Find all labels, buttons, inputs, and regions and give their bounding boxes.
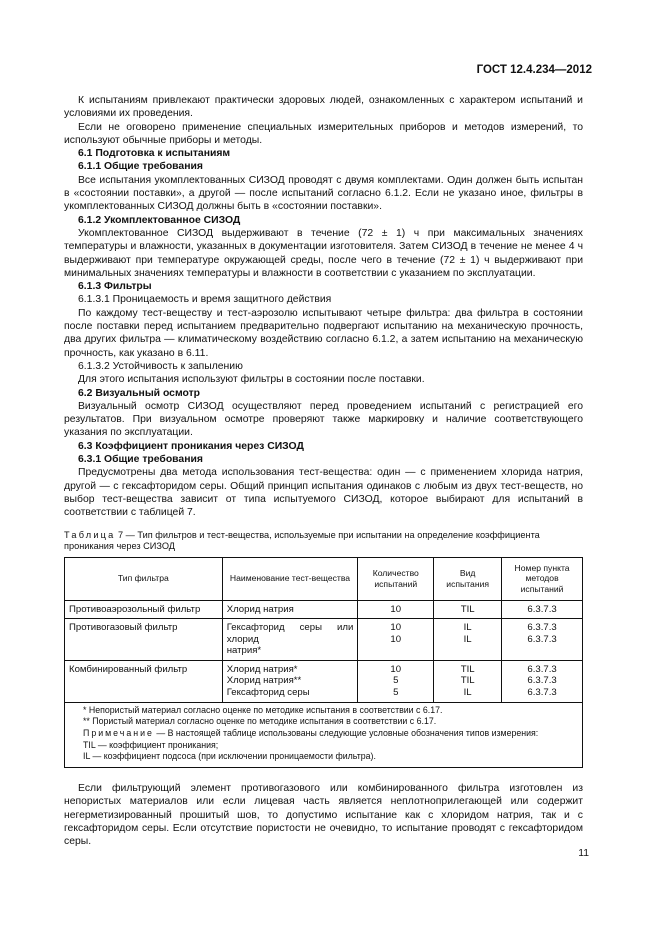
table-caption [64,530,583,553]
cell-substance [222,619,358,661]
cell-line: 6.3.7.3 [527,633,557,645]
cell-line: 6.3.7.3 [527,675,557,687]
cell-line: TIL [460,603,475,615]
cell-line: IL [463,622,472,634]
cell-kind [434,619,502,661]
footnote-2: ** Пористый материал согласно оценке по методике испытания в соответствии с 6.17. [83,716,437,727]
cell-kind [434,600,502,619]
standard-header: ГОСТ 12.4.234—2012 [476,64,592,76]
footnote-1: * Непористый материал согласно оценке по методике испытания в соответствии с 6.17. [83,704,443,715]
paragraph: Все испытания укомплектованных СИЗОД проводят с двумя комплектами. Один должен быть испытан в «состоянии поставки», а другой — после испытаний согласно 6.1.2. Если не указано иное, фильтры в укомплектованных СИЗОД должны быть в «состоянии поставки». [64,174,583,213]
cell-count [358,600,434,619]
cell-line: 10 [390,622,402,634]
table-row [65,660,583,702]
cell-kind [434,660,502,702]
cell-method [502,619,583,661]
section-heading-6-2: 6.2 Визуальный осмотр [78,387,201,399]
cell-count [358,619,434,661]
cell-line: 6.3.7.3 [527,687,557,699]
cell-method [502,660,583,702]
cell-line: 10 [390,603,402,615]
table-row [65,619,583,661]
table-note [83,728,572,740]
table-caption-label: Таблица [64,529,116,540]
cell-line: Гексафторид серы или хлорид [226,622,354,645]
cell-line: 10 [390,633,402,645]
paragraph: Для этого испытания используют фильтры в состоянии после поставки. [78,374,425,386]
header-count: Количество испытаний [358,557,434,600]
cell-line: натрия* [226,645,262,657]
section-heading-6-1-2: 6.1.2 Укомплектованное СИЗОД [78,214,241,226]
filter-types-table [64,557,583,769]
section-heading-6-1-3-1: 6.1.3.1 Проницаемость и время защитного действия [78,294,332,306]
document-body [64,94,583,849]
paragraph: К испытаниям привлекают практически здоровых людей, ознакомленных с характером испытаний и условиями их проведения. [64,95,583,120]
section-heading-6-1: 6.1 Подготовка к испытаниям [78,148,231,160]
note-til: TIL — коэффициент проникания; [83,739,219,750]
cell-substance [222,660,358,702]
note-il: IL — коэффициент подсоса (при исключении проницаемости фильтра). [83,751,376,762]
cell-line: IL [463,633,472,645]
section-heading-6-1-1: 6.1.1 Общие требования [78,161,203,173]
cell-line: 6.3.7.3 [527,603,557,615]
section-heading-6-1-3: 6.1.3 Фильтры [78,281,152,293]
cell-line: 10 [390,663,402,675]
cell-type: Противогазовый фильтр [65,619,223,661]
cell-line: TIL [460,675,475,687]
cell-line: Хлорид натрия* [226,663,298,675]
cell-substance [222,600,358,619]
cell-line: 6.3.7.3 [527,622,557,634]
cell-count [358,660,434,702]
cell-line: IL [463,687,472,699]
cell-method [502,600,583,619]
header-method: Номер пункта методов испытаний [502,557,583,600]
paragraph: Предусмотрены два метода использования тест-вещества: один — с применением хлорида натрия, другой — с гексафторидом серы. Общий принцип испытания одинаков с любым из двух тест-веществ, но выбор тест-вещества зависит от типа испытуемого СИЗОД, которое выбирают для испытаний в соответствии с таблицей 7. [64,467,583,519]
page-number: 11 [578,848,589,859]
note-text: — В настоящей таблице использованы следующие условные обозначения типов измерения: [156,728,539,739]
cell-type: Противоаэрозольный фильтр [65,600,223,619]
cell-line: 6.3.7.3 [527,663,557,675]
table-row [65,600,583,619]
note-label: Примечание [83,728,154,739]
paragraph: Визуальный осмотр СИЗОД осуществляют перед проведением испытаний с регистрацией его результатов. При визуальном осмотре проверяют также маркировку и наличие соответствующего указания по эксплуатации. [64,400,583,439]
paragraph: По каждому тест-веществу и тест-аэрозолю испытывают четыре фильтра: два фильтра в состоянии после поставки перед испытанием предварительно подвергают испытанию на механическую прочность, два других фильтра — климатическому воздействию согласно 6.1.2, а затем испытанию на механическую прочность, как указано в 6.11. [64,307,583,359]
header-substance: Наименование тест-вещества [222,557,358,600]
cell-line: TIL [460,663,475,675]
cell-line: 5 [393,687,399,699]
paragraph: Укомплектованное СИЗОД выдерживают в течение (72 ± 1) ч при максимальных значениях температуры и влажности, указанных в документации изготовителя. Затем СИЗОД в течение не менее 4 ч выдерживают при температуре окружающей среды, после чего в течение (72 ± 1) ч выдерживают при минимальных значениях температуры и влажности в соответствии с указанием по эксплуатации. [64,227,583,279]
cell-type: Комбинированный фильтр [65,660,223,702]
table-notes-row [65,702,583,768]
header-filter-type: Тип фильтра [65,557,223,600]
paragraph: Если фильтрующий элемент противогазового или комбинированного фильтра изготовлен из непористых материалов или если лицевая часть является неплотноприлегающей или содержит негерметизированный прошитый шов, то допустимо испытание как с хлоридом натрия, так и с гексафторидом серы. Если отсутствие пористости не очевидно, то испытание проводят с гексафторидом серы. [64,783,583,848]
table-header-row [65,557,583,600]
section-heading-6-1-3-2: 6.1.3.2 Устойчивость к запылению [78,360,243,372]
table-caption-text: 7 — Тип фильтров и тест-вещества, используемые при испытании на определение коэффициента проникания через СИЗОД [64,529,540,551]
cell-line: Хлорид натрия** [226,675,302,687]
paragraph: Если не оговорено применение специальных измерительных приборов и методов измерений, то используют обычные приборы и методы. [64,121,583,146]
header-kind: Вид испытания [434,557,502,600]
table-notes [65,702,583,768]
section-heading-6-3: 6.3 Коэффициент проникания через СИЗОД [78,440,304,452]
cell-line: Хлорид натрия [226,603,294,615]
cell-line: Гексафторид серы [226,687,310,699]
section-heading-6-3-1: 6.3.1 Общие требования [78,454,203,466]
cell-line: 5 [393,675,399,687]
